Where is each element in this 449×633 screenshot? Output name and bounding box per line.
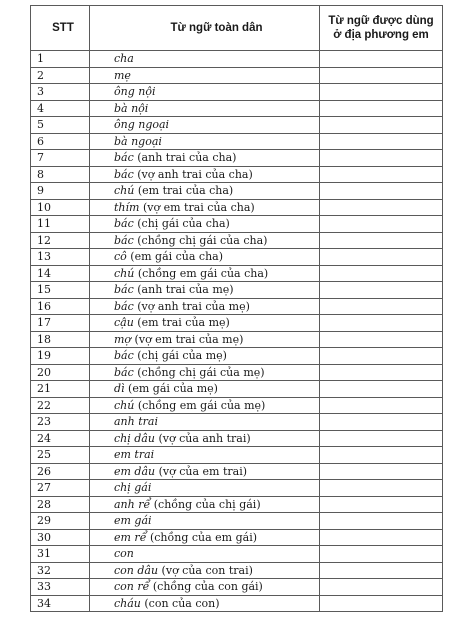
table-row <box>31 133 443 150</box>
row-term-note: (chồng em gái của cha) <box>134 266 269 280</box>
row-standard-word <box>90 562 320 579</box>
row-standard-word <box>90 51 320 68</box>
table-row <box>31 51 443 68</box>
row-stt: 32 <box>31 562 90 579</box>
row-term: bác <box>114 217 134 231</box>
row-stt: 23 <box>31 414 90 431</box>
row-stt: 11 <box>31 216 90 233</box>
row-term-note: (chồng của em gái) <box>146 530 258 544</box>
row-stt: 18 <box>31 331 90 348</box>
row-term-note: (chị gái của mẹ) <box>133 349 227 363</box>
table-body <box>31 51 443 612</box>
table-header <box>31 6 443 51</box>
row-stt: 22 <box>31 397 90 414</box>
table-row <box>31 364 443 381</box>
row-local-word-blank <box>320 364 443 381</box>
row-local-word-blank <box>320 315 443 332</box>
row-term: chú <box>114 266 135 280</box>
table-row <box>31 562 443 579</box>
row-term-note: (em gái của mẹ) <box>124 382 218 396</box>
row-stt: 34 <box>31 595 90 612</box>
row-term: bác <box>114 151 134 165</box>
row-standard-word <box>90 529 320 546</box>
row-standard-word <box>90 496 320 513</box>
row-term: cha <box>114 52 134 66</box>
row-local-word-blank <box>320 331 443 348</box>
row-standard-word <box>90 414 320 431</box>
row-local-word-blank <box>320 430 443 447</box>
row-local-word-blank <box>320 595 443 612</box>
row-stt: 31 <box>31 546 90 563</box>
row-stt: 12 <box>31 232 90 249</box>
row-term: cháu <box>114 596 141 610</box>
row-local-word-blank <box>320 529 443 546</box>
row-stt: 20 <box>31 364 90 381</box>
row-stt: 26 <box>31 463 90 480</box>
table-row <box>31 480 443 497</box>
row-standard-word <box>90 463 320 480</box>
row-local-word-blank <box>320 183 443 200</box>
table-row <box>31 84 443 101</box>
row-stt: 16 <box>31 298 90 315</box>
row-local-word-blank <box>320 414 443 431</box>
row-term: cô <box>114 250 127 264</box>
row-standard-word <box>90 232 320 249</box>
row-term: chị dâu <box>114 431 155 445</box>
table-row <box>31 579 443 596</box>
row-term: bác <box>114 167 134 181</box>
row-standard-word <box>90 364 320 381</box>
row-standard-word <box>90 348 320 365</box>
row-term: dì <box>114 382 125 396</box>
row-term: chú <box>114 398 135 412</box>
row-standard-word <box>90 595 320 612</box>
table-row <box>31 183 443 200</box>
row-standard-word <box>90 480 320 497</box>
row-term: ông nội <box>114 85 156 99</box>
row-term-note: (con của con) <box>140 596 220 610</box>
row-term-note: (vợ của anh trai) <box>154 431 251 445</box>
row-local-word-blank <box>320 562 443 579</box>
row-term: bà ngoại <box>114 134 162 148</box>
row-standard-word <box>90 249 320 266</box>
row-local-word-blank <box>320 150 443 167</box>
row-stt: 29 <box>31 513 90 530</box>
row-standard-word <box>90 282 320 299</box>
table-row <box>31 595 443 612</box>
row-standard-word <box>90 133 320 150</box>
row-local-word-blank <box>320 249 443 266</box>
table-row <box>31 463 443 480</box>
row-stt: 6 <box>31 133 90 150</box>
row-stt: 33 <box>31 579 90 596</box>
table-row <box>31 331 443 348</box>
row-stt: 1 <box>31 51 90 68</box>
row-term-note: (chồng em gái của mẹ) <box>134 398 266 412</box>
row-term-note: (anh trai của mẹ) <box>133 283 234 297</box>
row-local-word-blank <box>320 84 443 101</box>
row-standard-word <box>90 397 320 414</box>
row-term: anh trai <box>114 415 158 429</box>
row-local-word-blank <box>320 216 443 233</box>
table-row <box>31 414 443 431</box>
row-term-note: (chồng chị gái của mẹ) <box>133 365 265 379</box>
table-row <box>31 117 443 134</box>
row-local-word-blank <box>320 513 443 530</box>
table-row <box>31 100 443 117</box>
row-term: ông ngoại <box>114 118 170 132</box>
row-term: chú <box>114 184 135 198</box>
row-standard-word <box>90 315 320 332</box>
table-row <box>31 249 443 266</box>
row-term: em trai <box>114 448 155 462</box>
header-local-line1: Từ ngữ được dùng <box>328 15 434 27</box>
row-stt: 30 <box>31 529 90 546</box>
row-standard-word <box>90 546 320 563</box>
row-term: em rể <box>114 530 147 544</box>
row-stt: 27 <box>31 480 90 497</box>
row-term-note: (em trai của cha) <box>134 184 234 198</box>
row-term: cậu <box>114 316 134 330</box>
row-term: mẹ <box>114 68 131 82</box>
row-stt: 10 <box>31 199 90 216</box>
row-stt: 14 <box>31 265 90 282</box>
row-stt: 4 <box>31 100 90 117</box>
header-local-word <box>320 6 443 51</box>
row-standard-word <box>90 216 320 233</box>
row-standard-word <box>90 430 320 447</box>
row-local-word-blank <box>320 117 443 134</box>
header-row <box>31 6 443 51</box>
row-term-note: (chồng của chị gái) <box>150 497 261 511</box>
table-row <box>31 496 443 513</box>
row-term-note: (vợ em trai của cha) <box>139 200 255 214</box>
row-local-word-blank <box>320 166 443 183</box>
row-standard-word <box>90 298 320 315</box>
table-row <box>31 199 443 216</box>
row-term-note: (vợ của con trai) <box>158 563 253 577</box>
row-local-word-blank <box>320 67 443 84</box>
row-stt: 8 <box>31 166 90 183</box>
table-row <box>31 216 443 233</box>
row-stt: 13 <box>31 249 90 266</box>
table-row <box>31 381 443 398</box>
row-standard-word <box>90 117 320 134</box>
row-standard-word <box>90 265 320 282</box>
table-row <box>31 447 443 464</box>
row-local-word-blank <box>320 480 443 497</box>
row-local-word-blank <box>320 298 443 315</box>
table-row <box>31 166 443 183</box>
row-term: bà nội <box>114 101 149 115</box>
row-term: bác <box>114 365 134 379</box>
row-local-word-blank <box>320 100 443 117</box>
row-term: con <box>114 547 134 561</box>
row-term-note: (chồng chị gái của cha) <box>133 233 268 247</box>
table-row <box>31 397 443 414</box>
row-term-note: (chồng của con gái) <box>149 580 263 594</box>
row-stt: 17 <box>31 315 90 332</box>
row-term: bác <box>114 283 134 297</box>
row-local-word-blank <box>320 447 443 464</box>
row-term: thím <box>114 200 140 214</box>
row-stt: 21 <box>31 381 90 398</box>
row-stt: 28 <box>31 496 90 513</box>
row-term: chị gái <box>114 481 152 495</box>
row-local-word-blank <box>320 463 443 480</box>
row-standard-word <box>90 513 320 530</box>
row-local-word-blank <box>320 397 443 414</box>
table-row <box>31 67 443 84</box>
row-local-word-blank <box>320 546 443 563</box>
table-row <box>31 265 443 282</box>
row-stt: 15 <box>31 282 90 299</box>
row-stt: 5 <box>31 117 90 134</box>
row-standard-word <box>90 100 320 117</box>
row-term: em gái <box>114 514 152 528</box>
row-term-note: (vợ của em trai) <box>155 464 248 478</box>
row-standard-word <box>90 579 320 596</box>
row-term-note: (em gái của cha) <box>126 250 224 264</box>
row-term-note: (chị gái của cha) <box>133 217 230 231</box>
row-term-note: (vợ em trai của mẹ) <box>131 332 244 346</box>
row-stt: 19 <box>31 348 90 365</box>
row-local-word-blank <box>320 496 443 513</box>
row-term-note: (anh trai của cha) <box>133 151 237 165</box>
row-stt: 24 <box>31 430 90 447</box>
table-row <box>31 348 443 365</box>
row-stt: 2 <box>31 67 90 84</box>
table-row <box>31 150 443 167</box>
row-term: con rể <box>114 580 150 594</box>
row-term: anh rể <box>114 497 151 511</box>
row-term-note: (em trai của mẹ) <box>133 316 230 330</box>
row-term: bác <box>114 233 134 247</box>
row-term: con dâu <box>114 563 159 577</box>
row-standard-word <box>90 183 320 200</box>
row-local-word-blank <box>320 232 443 249</box>
row-standard-word <box>90 331 320 348</box>
table-row <box>31 315 443 332</box>
table-row <box>31 232 443 249</box>
row-standard-word <box>90 199 320 216</box>
table-row <box>31 529 443 546</box>
row-standard-word <box>90 447 320 464</box>
row-standard-word <box>90 166 320 183</box>
table-row <box>31 298 443 315</box>
header-local-line2: ở địa phương em <box>333 29 429 41</box>
row-standard-word <box>90 84 320 101</box>
row-stt: 9 <box>31 183 90 200</box>
table-row <box>31 430 443 447</box>
row-standard-word <box>90 67 320 84</box>
row-local-word-blank <box>320 51 443 68</box>
row-stt: 3 <box>31 84 90 101</box>
row-standard-word <box>90 150 320 167</box>
row-term: em dâu <box>114 464 156 478</box>
row-local-word-blank <box>320 133 443 150</box>
header-standard-word: Từ ngữ toàn dân <box>90 6 320 51</box>
row-term-note: (vợ anh trai của mẹ) <box>133 299 250 313</box>
row-local-word-blank <box>320 265 443 282</box>
row-standard-word <box>90 381 320 398</box>
row-term-note: (vợ anh trai của cha) <box>133 167 253 181</box>
row-local-word-blank <box>320 199 443 216</box>
table-row <box>31 282 443 299</box>
row-stt: 25 <box>31 447 90 464</box>
header-stt: STT <box>31 6 90 51</box>
row-local-word-blank <box>320 348 443 365</box>
table-row <box>31 546 443 563</box>
row-term: mợ <box>114 332 132 346</box>
row-term: bác <box>114 349 134 363</box>
row-local-word-blank <box>320 579 443 596</box>
table-row <box>31 513 443 530</box>
row-local-word-blank <box>320 381 443 398</box>
row-stt: 7 <box>31 150 90 167</box>
row-local-word-blank <box>320 282 443 299</box>
kinship-terms-table <box>30 5 443 612</box>
row-term: bác <box>114 299 134 313</box>
